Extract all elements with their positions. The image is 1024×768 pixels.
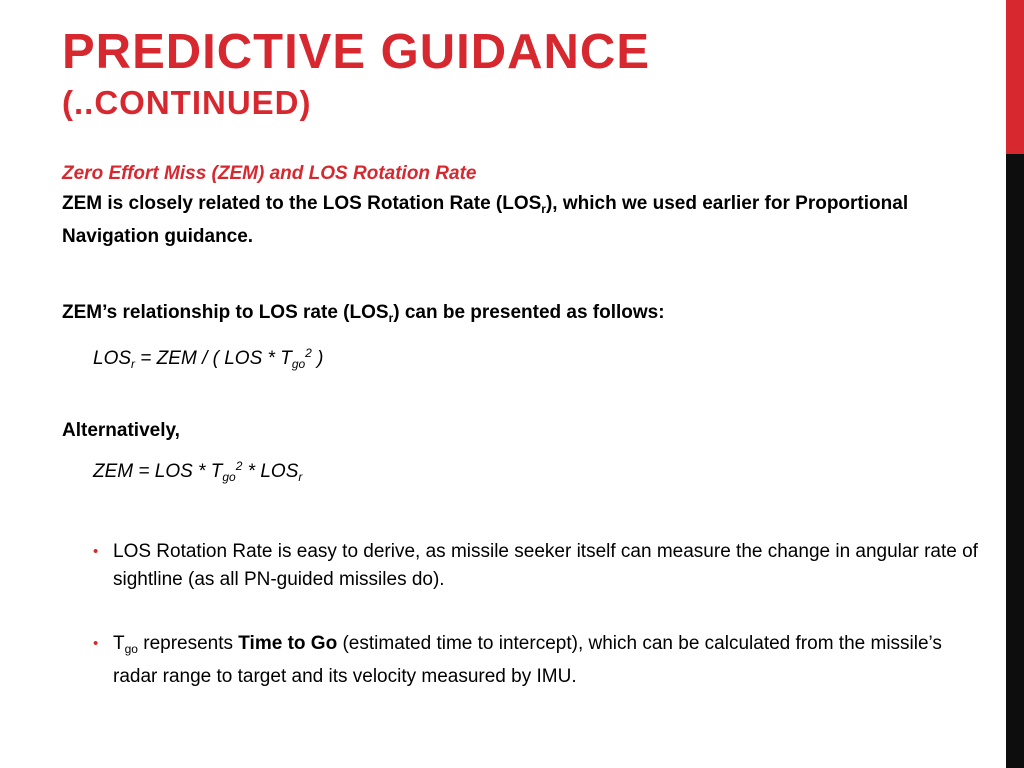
formula2-sub-r: r <box>298 470 303 484</box>
bullet-item-time-to-go <box>93 630 982 691</box>
bullet-text-b: (estimated time to intercept), which can be calculated from the missile’s radar range to target and its velocity measured by IMU. <box>113 633 942 687</box>
formula-los-rate <box>93 340 982 377</box>
relationship-text-b: ) can be presented as follows: <box>393 302 665 323</box>
relationship-paragraph <box>62 299 982 332</box>
intro-subscript: r <box>541 202 546 216</box>
formula1-sub-go: go <box>291 357 306 371</box>
formula2-sup: 2 <box>235 459 243 473</box>
section-subtitle: Zero Effort Miss (ZEM) and LOS Rotation Rate <box>62 163 477 184</box>
bullet-tgo-sub: go <box>124 642 138 656</box>
side-accent-bar-red <box>1006 0 1024 154</box>
bullet-item-los-rate <box>93 538 982 594</box>
bullet-tgo-t: T <box>113 633 125 654</box>
bullet-icon: • <box>93 543 99 560</box>
slide-title-line1: PREDICTIVE GUIDANCE <box>62 25 651 79</box>
intro-text-b: ), which we used earlier for Proportional Navigation guidance. <box>62 193 909 247</box>
slide-content <box>62 160 982 691</box>
relationship-subscript: r <box>388 311 394 325</box>
slide-title <box>62 25 651 121</box>
relationship-text-a: ZEM’s relationship to LOS rate (LOS <box>62 302 389 323</box>
formula1-sup: 2 <box>305 346 312 360</box>
bullet-bold-term: Time to Go <box>238 633 338 654</box>
intro-paragraph <box>62 190 982 251</box>
side-accent-bar-black <box>1006 154 1024 768</box>
formula1-part-b: = ZEM / ( LOS * T <box>135 348 292 369</box>
bullet-text: LOS Rotation Rate is easy to derive, as missile seeker itself can measure the change in angular rate of sightline (as all PN-guided missiles do). <box>113 541 978 590</box>
bullet-icon: • <box>93 635 99 652</box>
formula2-part-a: ZEM = LOS * T <box>93 461 223 482</box>
formula1-part-c: ) <box>311 348 324 369</box>
slide-title-line2: (..CONTINUED) <box>62 84 312 121</box>
formula2-part-b: * LOS <box>242 461 299 482</box>
formula1-part-a: LOS <box>93 348 132 369</box>
bullet-text-a: represents <box>137 633 239 654</box>
formula1-sub-r: r <box>131 357 136 371</box>
intro-text-a: ZEM is closely related to the LOS Rotation Rate (LOS <box>62 193 542 214</box>
formula-zem <box>93 453 982 490</box>
formula2-sub-go: go <box>222 470 236 484</box>
side-accent-bar <box>1006 0 1024 768</box>
bullet-list <box>62 538 982 691</box>
alternatively-label: Alternatively, <box>62 420 180 441</box>
